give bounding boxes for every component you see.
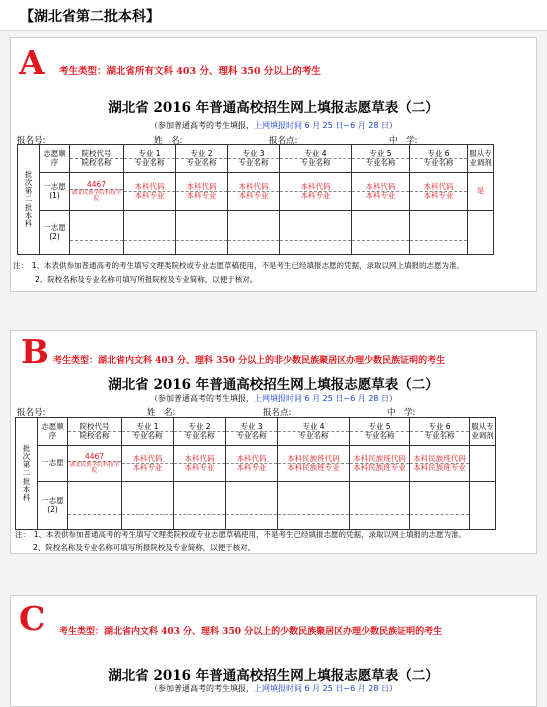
empty-cell (278, 482, 350, 530)
major-header: 专业 4 专业名称 (280, 145, 352, 173)
batch-side-label: 批 次 第 二 批 本 科 (18, 145, 40, 255)
candidate-type: 考生类型：湖北省所有文科 403 分、理科 350 分以上的考生 (59, 66, 321, 77)
empty-cell (352, 211, 410, 255)
choice-1-label: 一志愿 (1) (40, 173, 70, 211)
empty-cell (70, 211, 124, 255)
major-header: 专业 5 专业名称 (350, 418, 410, 446)
subtitle-suffix: ） (389, 394, 398, 403)
exam-no-label: 报名号: (17, 408, 46, 418)
adjust-header: 服从专业调剂 (470, 418, 496, 446)
empty-cell (468, 211, 494, 255)
order-header: 志愿顺序 (38, 418, 68, 446)
note-1: 注： 1、本表供参加普通高考的考生填写文理类院校或专业志愿草稿使用，不是考生已经填报志愿的凭据，录取以网上填报的志愿为准。 (15, 530, 467, 539)
major-header: 专业 2 专业名称 (176, 145, 228, 173)
section-letter: B (21, 332, 49, 371)
major-header: 专业 3 专业名称 (226, 418, 278, 446)
sample-major-cell: 本科代码 本科专业 (122, 446, 174, 482)
site-label: 报名点: (269, 136, 298, 146)
form-subtitle (11, 120, 536, 131)
empty-cell (470, 482, 496, 530)
empty-cell (124, 211, 176, 255)
sample-school-cell: 4467 湖北民族学院科技学院 (70, 173, 124, 211)
sample-major-cell: 本科民族班代码 本科民族班专业 (278, 446, 350, 482)
empty-cell (410, 482, 470, 530)
section-c-panel (10, 595, 537, 707)
empty-cell (350, 482, 410, 530)
sample-major-cell: 本科代码 本科专业 (280, 173, 352, 211)
note-2: 2、院校名称及专业名称可填写所报院校及专业简称，以便于核对。 (35, 275, 258, 284)
sample-major-cell: 本科民族班代码 本科民族班专业 (410, 446, 470, 482)
note-2: 2、院校名称及专业名称可填写所报院校及专业简称，以便于核对。 (33, 543, 256, 552)
sample-major-cell: 本科代码 本科专业 (352, 173, 410, 211)
empty-cell (410, 211, 468, 255)
empty-cell (280, 211, 352, 255)
subtitle-prefix: （参加普通高考的考生填报， (149, 684, 254, 693)
subtitle-prefix: （参加普通高考的考生填报， (149, 394, 254, 403)
sample-major-cell: 本科代码 本科专业 (176, 173, 228, 211)
subtitle-prefix: （参加普通高考的考生填报， (149, 121, 254, 130)
sample-major-cell: 本科代码 本科专业 (410, 173, 468, 211)
empty-cell (226, 482, 278, 530)
adjust-header: 服从专业调剂 (468, 145, 494, 173)
choice-table (15, 417, 496, 530)
empty-cell (470, 446, 496, 482)
school-label: 中 学: (387, 408, 416, 418)
sample-school-cell: 4467 湖北民族学院科技学院 (68, 446, 122, 482)
sample-major-cell: 本科代码 本科专业 (226, 446, 278, 482)
form-subtitle (11, 683, 536, 694)
empty-cell (228, 211, 280, 255)
empty-cell (122, 482, 174, 530)
section-a-panel (10, 37, 537, 292)
major-header: 专业 6 专业名称 (410, 145, 468, 173)
sample-major-cell: 本科代码 本科专业 (124, 173, 176, 211)
form-title: 湖北省 2016 年普通高校招生网上填报志愿草表（二） (108, 377, 439, 393)
empty-cell (174, 482, 226, 530)
sample-major-cell: 本科民族班代码 本科民族班专业 (350, 446, 410, 482)
section-letter: C (19, 599, 46, 638)
major-header: 专业 4 专业名称 (278, 418, 350, 446)
major-header: 专业 1 专业名称 (124, 145, 176, 173)
form-title: 湖北省 2016 年普通高校招生网上填报志愿草表（二） (108, 668, 439, 684)
choice-2-label: 一志愿 (2) (38, 482, 68, 530)
candidate-type: 考生类型：湖北省内文科 403 分、理科 350 分以上的非少数民族聚居区办理少数民族证明的考生 (53, 356, 446, 366)
empty-cell (176, 211, 228, 255)
subtitle-time: 上网填报时间 6 月 25 日~6 月 28 日 (253, 394, 390, 403)
empty-cell (68, 482, 122, 530)
page-header (0, 0, 547, 31)
major-header: 专业 6 专业名称 (410, 418, 470, 446)
major-header: 专业 3 专业名称 (228, 145, 280, 173)
subtitle-time: 上网填报时间 6 月 25 日~6 月 28 日 (253, 121, 390, 130)
page-header-text: 【湖北省第二批本科】 (20, 9, 160, 25)
subtitle-suffix: ） (389, 121, 398, 130)
choice-1-label: 一志愿 (38, 446, 68, 482)
school-label: 中 学: (389, 136, 418, 146)
section-letter: A (19, 43, 45, 82)
choice-table (17, 144, 494, 255)
major-header: 专业 5 专业名称 (352, 145, 410, 173)
major-header: 专业 2 专业名称 (174, 418, 226, 446)
name-label: 姓 名: (154, 136, 183, 146)
major-header: 专业 1 专业名称 (122, 418, 174, 446)
subtitle-suffix: ） (389, 684, 398, 693)
form-title: 湖北省 2016 年普通高校招生网上填报志愿草表（二） (108, 100, 439, 116)
subtitle-time: 上网填报时间 6 月 25 日~6 月 28 日 (253, 684, 390, 693)
school-header: 院校代号 院校名称 (68, 418, 122, 446)
form-subtitle (11, 393, 536, 404)
section-b-panel (10, 330, 537, 554)
site-label: 报名点: (263, 408, 292, 418)
exam-no-label: 报名号: (17, 136, 46, 146)
order-header: 志愿顺序 (40, 145, 70, 173)
name-label: 姓 名: (147, 408, 176, 418)
sample-major-cell: 本科代码 本科专业 (174, 446, 226, 482)
candidate-type: 考生类型：湖北省内文科 403 分、理科 350 分以上的少数民族聚居区办理少数民族证明的考生 (59, 627, 443, 637)
sample-major-cell: 本科代码 本科专业 (228, 173, 280, 211)
choice-2-label: 一志愿 (2) (40, 211, 70, 255)
sample-adjust-cell: 是 (468, 173, 494, 211)
note-1: 注： 1、本表供参加普通高考的考生填写文理类院校或专业志愿草稿使用，不是考生已经填报志愿的凭据，录取以网上填报的志愿为准。 (13, 261, 465, 270)
school-header: 院校代号 院校名称 (70, 145, 124, 173)
batch-side-label: 批 次 第 二 批 本 科 (16, 418, 38, 530)
